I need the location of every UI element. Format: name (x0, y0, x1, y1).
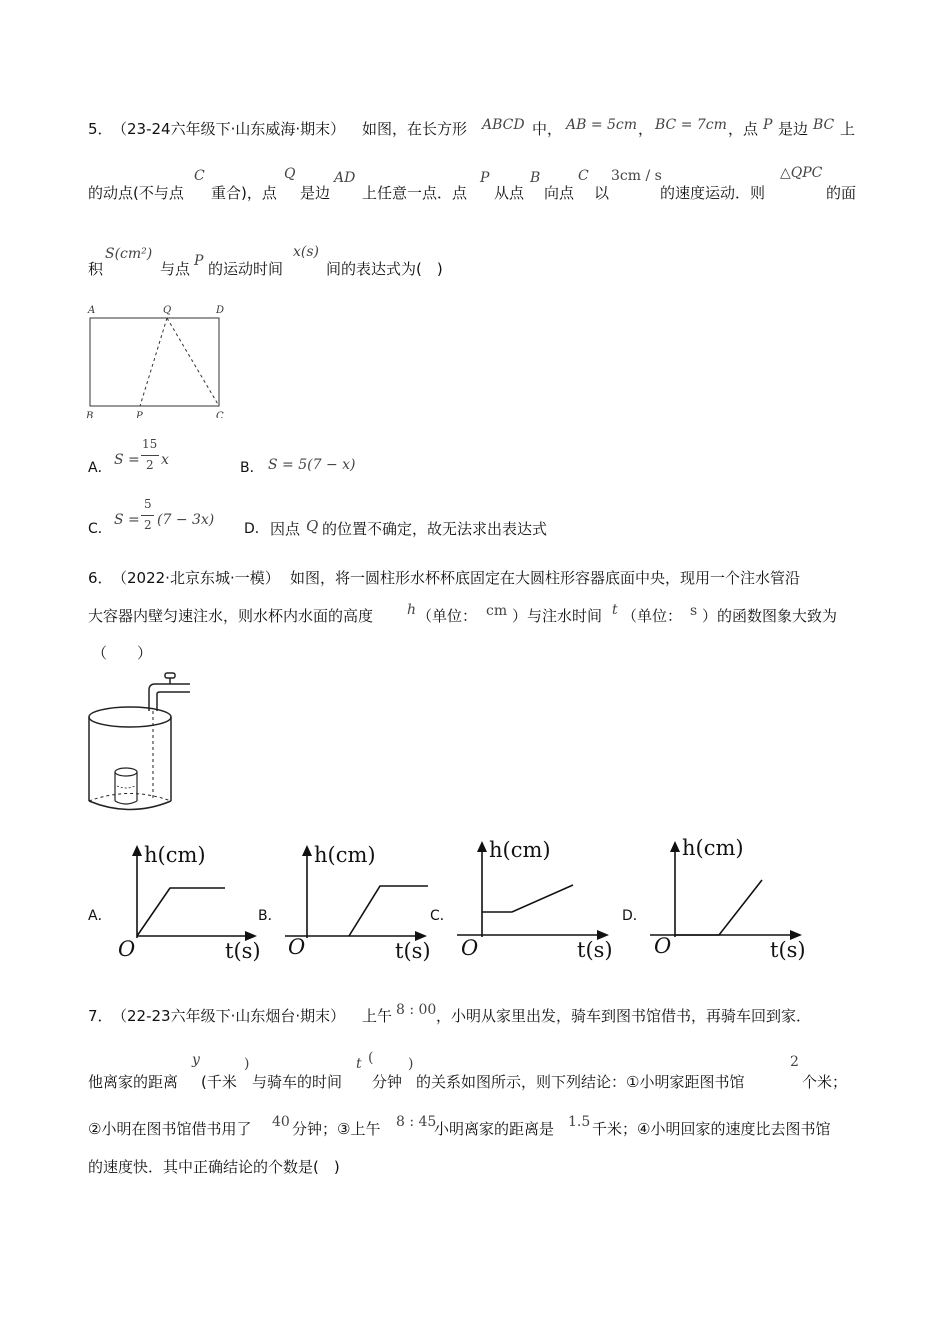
graph-d-origin: O (654, 934, 672, 958)
fraction-bar (141, 515, 154, 516)
water-pipe (149, 684, 190, 711)
graph-c-curve (482, 885, 573, 912)
graph-b-curve (349, 886, 428, 936)
cup-top-ellipse (115, 768, 137, 776)
graph-b-xlabel: t(s) (395, 939, 431, 963)
graph-d-curve (675, 880, 762, 935)
label-c: C (216, 411, 224, 418)
label-q: Q (163, 305, 172, 316)
graph-c-origin: O (461, 936, 479, 960)
segment-qc (167, 318, 219, 406)
graph-d-xlabel: t(s) (770, 938, 806, 962)
graph-c-xlabel: t(s) (577, 938, 613, 962)
q6-answer-paren: （ ） (92, 644, 153, 662)
graph-a-origin: O (118, 937, 136, 961)
fraction-bar (141, 455, 159, 456)
graph-a-xlabel: t(s) (225, 939, 261, 963)
label-b: B (86, 411, 94, 418)
graph-c-ylabel: h(cm) (489, 838, 551, 862)
graph-b-origin: O (288, 935, 306, 959)
q5-rectangle-figure (82, 298, 232, 418)
q6-source: （2022·北京东城·一模） (112, 569, 280, 587)
graph-b-ylabel: h(cm) (314, 843, 376, 867)
q5-number: 5． (88, 120, 113, 138)
q5-source: （23-24六年级下·山东威海·期末） (112, 120, 346, 138)
faucet-valve (165, 673, 175, 678)
label-a: A (88, 305, 96, 316)
graph-a-curve (137, 888, 225, 936)
graph-d-ylabel: h(cm) (682, 836, 744, 860)
container-top-ellipse (89, 707, 171, 727)
q6-number: 6． (88, 569, 113, 587)
label-d: D (216, 305, 225, 316)
q6-container-illustration (82, 668, 197, 813)
q7-number: 7． (88, 1007, 113, 1025)
label-p: P (136, 411, 143, 418)
segment-qp (140, 318, 167, 406)
rectangle-abcd (90, 318, 219, 406)
q7-source: （22-23六年级下·山东烟台·期末） (112, 1007, 346, 1025)
q7-line4: 的速度快．其中正确结论的个数是( ) (88, 1158, 340, 1176)
graph-a-ylabel: h(cm) (144, 843, 206, 867)
